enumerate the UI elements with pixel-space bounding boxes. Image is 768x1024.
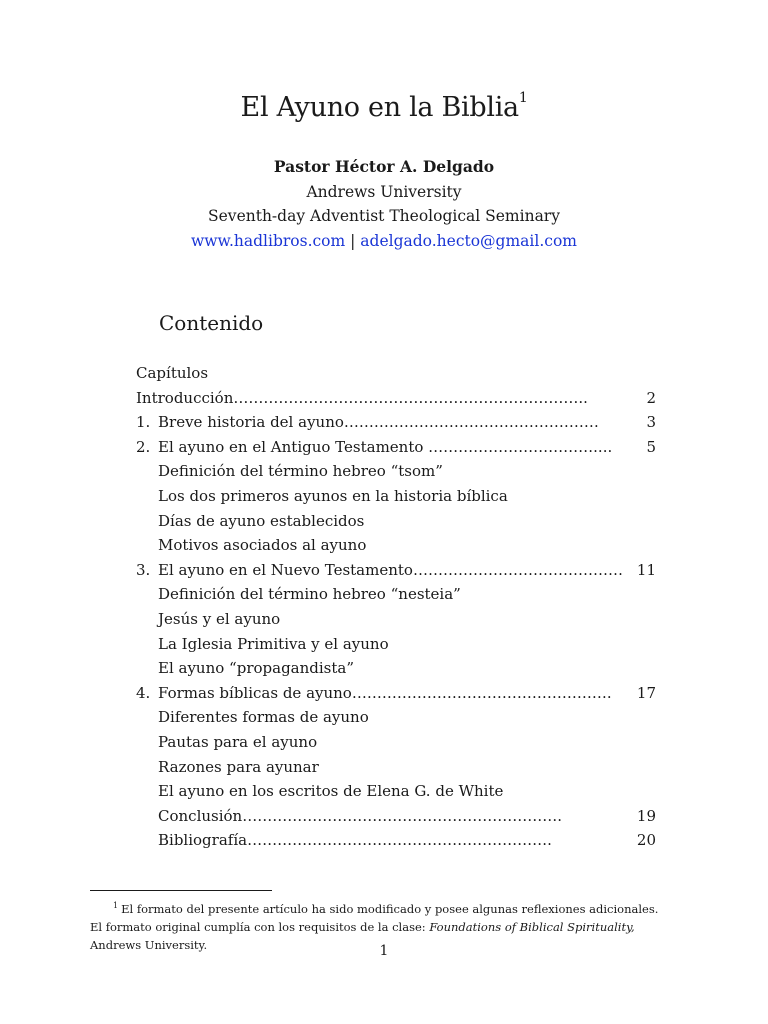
toc-row bbox=[136, 459, 656, 484]
toc-entry-text bbox=[158, 435, 612, 460]
toc-entry-label: Los dos primeros ayunos en la historia bíblica bbox=[158, 486, 508, 505]
title-footnote-ref[interactable]: 1 bbox=[518, 90, 528, 106]
toc-leader-dots: ……………………………………………………. bbox=[247, 831, 552, 850]
toc-page-number: 17 bbox=[636, 683, 656, 702]
title-text: El Ayuno en la Biblia bbox=[240, 92, 519, 123]
toc-entry-label: Bibliografía bbox=[158, 831, 248, 850]
toc-page-number: 19 bbox=[636, 806, 656, 825]
toc-row bbox=[136, 705, 656, 730]
toc-row bbox=[136, 582, 656, 607]
email-link[interactable]: adelgado.hecto@gmail.com bbox=[360, 231, 577, 250]
toc-page-number: 20 bbox=[636, 831, 656, 850]
toc-entry-label: Definición del término hebreo “nesteia” bbox=[158, 585, 461, 604]
toc-entry-text bbox=[158, 533, 366, 558]
toc-leader-dots: ……………………………………………. bbox=[351, 683, 612, 702]
contact-line bbox=[0, 229, 768, 254]
toc-leader-dots: …………………………….... bbox=[423, 437, 613, 456]
toc-entry-text bbox=[158, 755, 319, 780]
toc-entry-label: El ayuno en el Antiguo Testamento bbox=[158, 437, 424, 456]
toc-entry-label: Introducción bbox=[136, 388, 234, 407]
toc-row[interactable] bbox=[136, 410, 656, 435]
footnote-text-after: Andrews University. bbox=[90, 937, 208, 952]
toc-leader-dots: …………………………………… bbox=[412, 560, 623, 579]
toc-entry-text bbox=[158, 509, 364, 534]
toc-number: 2. bbox=[136, 437, 151, 456]
toc-row bbox=[136, 509, 656, 534]
page-number: 1 bbox=[379, 943, 389, 959]
toc-entry-text bbox=[158, 779, 503, 804]
author-institution: Andrews University bbox=[306, 182, 462, 201]
toc-row bbox=[136, 607, 656, 632]
toc-entry-label: Motivos asociados al ayuno bbox=[158, 536, 367, 555]
toc-page-number: 11 bbox=[636, 560, 656, 579]
table-of-contents bbox=[136, 361, 656, 853]
toc-entry-label: Razones para ayunar bbox=[158, 757, 319, 776]
toc-entry-text bbox=[158, 828, 552, 853]
toc-entry-label: El ayuno “propagandista” bbox=[158, 659, 355, 678]
author-name: Pastor Héctor A. Delgado bbox=[273, 157, 495, 176]
toc-entry-label: Días de ayuno establecidos bbox=[158, 511, 365, 530]
toc-leader-dots: …………………………………………… bbox=[343, 413, 599, 432]
toc-page-number: 3 bbox=[646, 413, 656, 432]
toc-entry-label: Breve historia del ayuno bbox=[158, 413, 344, 432]
toc-row bbox=[136, 361, 656, 386]
toc-entry-text bbox=[136, 386, 588, 411]
toc-row bbox=[136, 484, 656, 509]
toc-leader-dots: …………………………………………………………….. bbox=[233, 388, 588, 407]
website-link[interactable]: www.hadlibros.com bbox=[191, 231, 346, 250]
footnote-separator bbox=[90, 890, 272, 891]
toc-row bbox=[136, 730, 656, 755]
footnote-mark: 1 bbox=[113, 901, 119, 910]
toc-entry-text bbox=[158, 681, 612, 706]
toc-entry-label: El ayuno en los escritos de Elena G. de White bbox=[158, 782, 504, 801]
toc-entry-label: Capítulos bbox=[136, 364, 209, 382]
toc-entry-text bbox=[158, 484, 508, 509]
toc-row[interactable] bbox=[136, 435, 656, 460]
toc-row[interactable] bbox=[136, 681, 656, 706]
toc-row bbox=[136, 656, 656, 681]
toc-row[interactable] bbox=[136, 828, 656, 853]
toc-entry-text bbox=[158, 705, 369, 730]
footnote-text-before: El formato del presente artículo ha sido modificado y posee algunas reflexiones adicionales. El formato original cumplía con los requisitos de la clase: bbox=[90, 901, 659, 934]
toc-entry-text bbox=[158, 459, 443, 484]
toc-entry-text bbox=[158, 582, 461, 607]
toc-entry-text bbox=[158, 656, 354, 681]
toc-entry-label: Jesús y el ayuno bbox=[158, 609, 281, 628]
toc-leader-dots: ………………………………………………………. bbox=[242, 806, 562, 825]
toc-entry-text bbox=[158, 410, 599, 435]
footnote-course-title: Foundations of Biblical Spirituality, bbox=[429, 919, 635, 934]
author-block bbox=[0, 155, 768, 253]
author-department: Seventh-day Adventist Theological Seminary bbox=[208, 207, 560, 225]
toc-entry-label: Formas bíblicas de ayuno bbox=[158, 683, 352, 702]
toc-page-number: 5 bbox=[646, 437, 656, 456]
toc-row bbox=[136, 533, 656, 558]
toc-entry-text bbox=[136, 361, 208, 386]
toc-row bbox=[136, 779, 656, 804]
toc-number: 4. bbox=[136, 683, 151, 702]
toc-number: 3. bbox=[136, 560, 151, 579]
contact-separator: | bbox=[345, 231, 361, 250]
toc-entry-label: Definición del término hebreo “tsom” bbox=[158, 462, 443, 481]
toc-entry-text bbox=[158, 558, 623, 583]
contents-heading: Contenido bbox=[159, 311, 264, 335]
toc-entry-text bbox=[158, 607, 280, 632]
document-title bbox=[0, 92, 768, 123]
toc-row bbox=[136, 755, 656, 780]
toc-row[interactable] bbox=[136, 386, 656, 411]
toc-row[interactable] bbox=[136, 804, 656, 829]
toc-entry-label: Pautas para el ayuno bbox=[158, 732, 318, 751]
toc-number: 1. bbox=[136, 413, 151, 432]
toc-entry-label: Conclusión bbox=[158, 806, 243, 825]
toc-entry-label: La Iglesia Primitiva y el ayuno bbox=[158, 634, 389, 653]
toc-entry-text bbox=[158, 632, 389, 657]
toc-row bbox=[136, 632, 656, 657]
toc-entry-text bbox=[158, 730, 317, 755]
toc-entry-label: Diferentes formas de ayuno bbox=[158, 708, 369, 727]
toc-page-number: 2 bbox=[646, 388, 656, 407]
toc-entry-label: El ayuno en el Nuevo Testamento bbox=[158, 560, 413, 579]
toc-row[interactable] bbox=[136, 558, 656, 583]
toc-entry-text bbox=[158, 804, 562, 829]
